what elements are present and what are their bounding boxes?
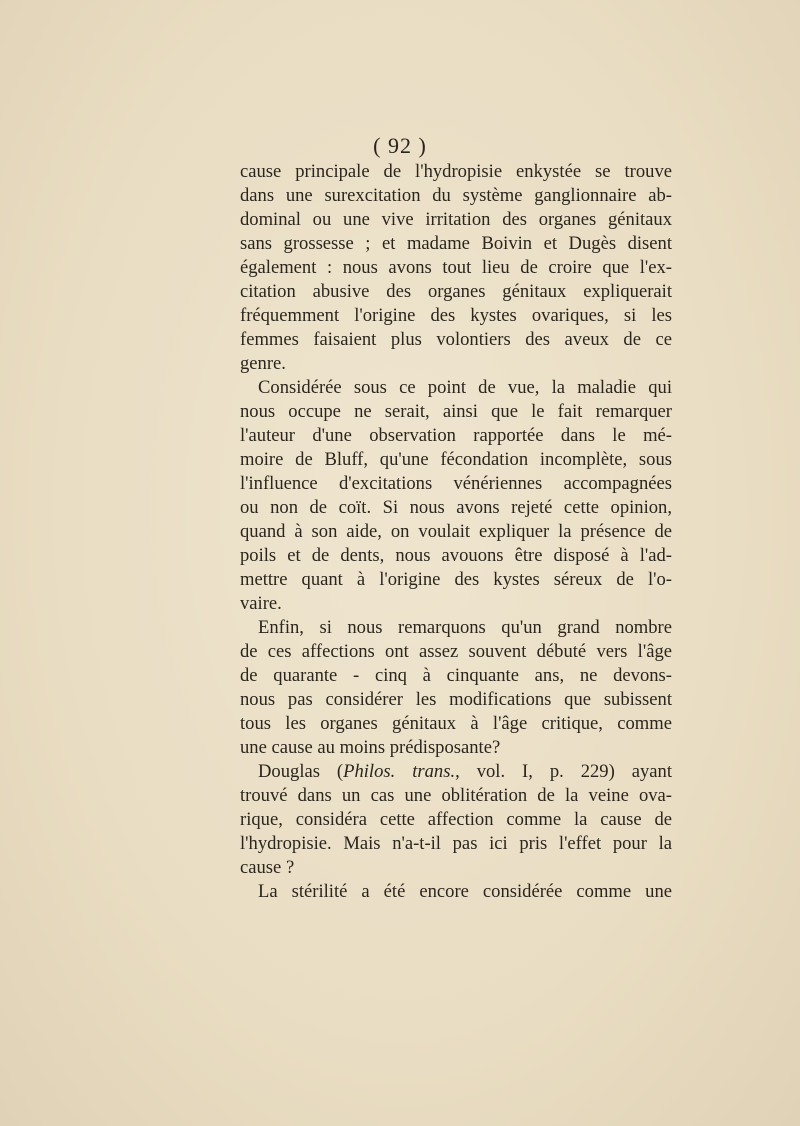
text-line: de quarante - cinq à cinquante ans, ne devons- bbox=[240, 665, 672, 686]
text-line: une cause au moins prédisposante? bbox=[240, 737, 501, 758]
paragraph-4 bbox=[240, 760, 672, 880]
text-line: nous pas considérer les modifications que subissent bbox=[240, 689, 672, 710]
text-line: cause principale de l'hydropisie enkystée se trouve bbox=[240, 161, 672, 182]
paragraph-2 bbox=[240, 376, 672, 616]
text-line bbox=[240, 760, 672, 784]
text-line: Enfin, si nous remarquons qu'un grand nombre bbox=[258, 617, 672, 638]
text-line: de ces affections ont assez souvent débuté vers l'âge bbox=[240, 641, 672, 662]
text-line: l'influence d'excitations vénériennes accompagnées bbox=[240, 473, 672, 494]
text-line: rique, considéra cette affection comme la cause de bbox=[240, 809, 672, 830]
text-line: La stérilité a été encore considérée comme une bbox=[258, 881, 672, 902]
text-line: quand à son aide, on voulait expliquer la présence de bbox=[240, 521, 672, 542]
text-line: fréquemment l'origine des kystes ovariques, si les bbox=[240, 305, 672, 326]
text-line: femmes faisaient plus volontiers des aveux de ce bbox=[240, 329, 672, 350]
paragraph-3 bbox=[240, 616, 672, 760]
text-line: tous les organes génitaux à l'âge critique, comme bbox=[240, 713, 672, 734]
text-line: Considérée sous ce point de vue, la maladie qui bbox=[258, 377, 672, 398]
text-line: dominal ou une vive irritation des organes génitaux bbox=[240, 209, 672, 230]
text-line: trouvé dans un cas une oblitération de la veine ova- bbox=[240, 785, 672, 806]
text-run: Douglas ( bbox=[258, 761, 344, 782]
text-line: mettre quant à l'origine des kystes séreux de l'o- bbox=[240, 569, 672, 590]
body-text bbox=[240, 160, 672, 904]
text-line: poils et de dents, nous avouons être disposé à l'ad- bbox=[240, 545, 672, 566]
text-line: moire de Bluff, qu'une fécondation incomplète, sous bbox=[240, 449, 672, 470]
text-line: vaire. bbox=[240, 593, 282, 614]
text-line: également : nous avons tout lieu de croire que l'ex- bbox=[240, 257, 672, 278]
citation-italic: Philos. trans. bbox=[343, 761, 456, 782]
text-run: , vol. I, p. 229) ayant bbox=[455, 761, 672, 782]
text-line: ou non de coït. Si nous avons rejeté cette opinion, bbox=[240, 497, 672, 518]
text-line: l'hydropisie. Mais n'a-t-il pas ici pris l'effet pour la bbox=[240, 833, 672, 854]
text-line: dans une surexcitation du système ganglionnaire ab- bbox=[240, 185, 672, 206]
text-line: nous occupe ne serait, ainsi que le fait remarquer bbox=[240, 401, 672, 422]
text-line: citation abusive des organes génitaux expliquerait bbox=[240, 281, 672, 302]
text-line: sans grossesse ; et madame Boivin et Dugès disent bbox=[240, 233, 672, 254]
paragraph-1 bbox=[240, 160, 672, 376]
text-line: genre. bbox=[240, 353, 286, 374]
page-number: ( 92 ) bbox=[373, 133, 427, 158]
paragraph-5 bbox=[240, 880, 672, 904]
text-line: l'auteur d'une observation rapportée dans le mé- bbox=[240, 425, 672, 446]
text-line: cause ? bbox=[240, 857, 295, 878]
